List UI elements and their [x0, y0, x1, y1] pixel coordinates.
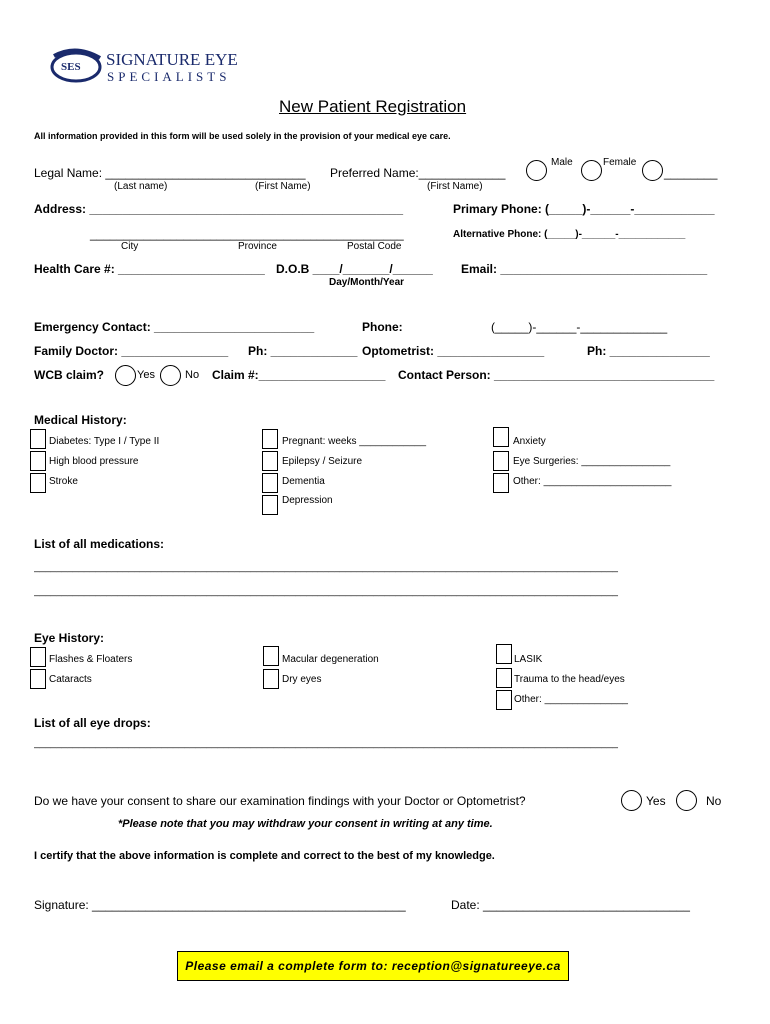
- male-radio[interactable]: [526, 160, 547, 181]
- logo-line2: SPECIALISTS: [107, 69, 231, 84]
- dry-eyes-label: Dry eyes: [282, 674, 322, 685]
- wcb-yes-label: Yes: [137, 369, 155, 381]
- lasik-checkbox[interactable]: [496, 644, 512, 664]
- eye-surgeries-label: Eye Surgeries: ________________: [513, 456, 671, 467]
- consent-note: *Please note that you may withdraw your consent in writing at any time.: [118, 818, 493, 830]
- medications-heading: List of all medications:: [34, 537, 165, 551]
- emergency-phone-field[interactable]: (_____)-______-_____________: [491, 320, 668, 334]
- legal-name-field[interactable]: Legal Name: ______________________________: [34, 166, 306, 180]
- macular-degeneration-label: Macular degeneration: [282, 654, 379, 665]
- email-banner: Please email a complete form to: reception@signatureeye.ca: [177, 951, 569, 981]
- address-line2-field[interactable]: _______________________________________________: [90, 227, 404, 241]
- other-gender-line[interactable]: ________: [664, 166, 718, 180]
- lasik-label: LASIK: [514, 654, 543, 665]
- eye-history-heading: Eye History:: [34, 631, 105, 645]
- claim-number-field[interactable]: Claim #:___________________: [212, 368, 386, 382]
- male-label: Male: [551, 157, 573, 168]
- signature-field[interactable]: Signature: _______________________________________________: [34, 898, 406, 912]
- wcb-no-radio[interactable]: [160, 365, 181, 386]
- trauma-checkbox[interactable]: [496, 668, 512, 688]
- primary-phone-field[interactable]: Primary Phone: (_____)-______-____________: [453, 202, 715, 216]
- contact-person-field[interactable]: Contact Person: _________________________________: [398, 368, 715, 382]
- eye-other-checkbox[interactable]: [496, 690, 512, 710]
- anxiety-checkbox[interactable]: [493, 427, 509, 447]
- medications-line-2[interactable]: _________________________________________________________________________________________________________: [34, 586, 618, 597]
- high-blood-pressure-checkbox[interactable]: [30, 451, 46, 471]
- alt-phone-field[interactable]: Alternative Phone: (_____)-______-____________: [453, 229, 686, 240]
- female-radio[interactable]: [581, 160, 602, 181]
- cataracts-checkbox[interactable]: [30, 669, 46, 689]
- preferred-first-name-caption: (First Name): [427, 181, 483, 192]
- high-blood-pressure-label: High blood pressure: [49, 456, 139, 467]
- certify-statement: I certify that the above information is complete and correct to the best of my knowledge.: [34, 850, 495, 862]
- cataracts-label: Cataracts: [49, 674, 92, 685]
- first-name-caption: (First Name): [255, 181, 311, 192]
- dob-field[interactable]: D.O.B ____/_______/______: [276, 262, 433, 276]
- epilepsy-label: Epilepsy / Seizure: [282, 456, 363, 467]
- preferred-name-field[interactable]: Preferred Name:_____________: [330, 166, 506, 180]
- trauma-label: Trauma to the head/eyes: [514, 674, 625, 685]
- eye-drops-line[interactable]: _________________________________________________________________________________________________________: [34, 738, 618, 749]
- family-doctor-field[interactable]: Family Doctor: ________________: [34, 344, 229, 358]
- intro-text: All information provided in this form will be used solely in the provision of your medical eye care.: [34, 131, 451, 141]
- pregnant-label: Pregnant: weeks ____________: [282, 436, 427, 447]
- dementia-label: Dementia: [282, 476, 325, 487]
- diabetes-checkbox[interactable]: [30, 429, 46, 449]
- female-label: Female: [603, 157, 637, 168]
- optometrist-field[interactable]: Optometrist: ________________: [362, 344, 545, 358]
- dementia-checkbox[interactable]: [262, 473, 278, 493]
- postal-code-caption: Postal Code: [347, 241, 402, 252]
- page-title: New Patient Registration: [279, 97, 467, 116]
- wcb-claim-label: WCB claim?: [34, 368, 105, 382]
- consent-question: Do we have your consent to share our examination findings with your Doctor or Optometrist?: [34, 794, 526, 808]
- stroke-checkbox[interactable]: [30, 473, 46, 493]
- diabetes-label: Diabetes: Type I / Type II: [49, 436, 160, 447]
- province-caption: Province: [238, 241, 277, 252]
- other-gender-radio[interactable]: [642, 160, 663, 181]
- medical-other-checkbox[interactable]: [493, 473, 509, 493]
- flashes-checkbox[interactable]: [30, 647, 46, 667]
- dob-caption: Day/Month/Year: [329, 277, 405, 288]
- health-care-field[interactable]: Health Care #: ______________________: [34, 262, 265, 276]
- wcb-no-label: No: [185, 369, 200, 381]
- last-name-caption: (Last name): [114, 181, 168, 192]
- medical-history-heading: Medical History:: [34, 413, 127, 427]
- email-field[interactable]: Email: _______________________________: [461, 262, 708, 276]
- medications-line-1[interactable]: _________________________________________________________________________________________________________: [34, 562, 618, 573]
- eye-surgeries-checkbox[interactable]: [493, 451, 509, 471]
- emergency-phone-label: Phone:: [362, 320, 403, 334]
- address-field[interactable]: Address: _______________________________________________: [34, 202, 404, 216]
- logo-line1: SIGNATURE EYE: [106, 50, 238, 69]
- family-doctor-phone-field[interactable]: Ph: _____________: [248, 344, 358, 358]
- macular-degeneration-checkbox[interactable]: [263, 646, 279, 666]
- consent-no-label: No: [706, 794, 722, 808]
- stroke-label: Stroke: [49, 476, 78, 487]
- eye-drops-heading: List of all eye drops:: [34, 716, 151, 730]
- emergency-contact-field[interactable]: Emergency Contact: ________________________: [34, 320, 315, 334]
- depression-checkbox[interactable]: [262, 495, 278, 515]
- anxiety-label: Anxiety: [513, 436, 546, 447]
- medical-other-label: Other: _______________________: [513, 476, 672, 487]
- date-field[interactable]: Date: _______________________________: [451, 898, 690, 912]
- epilepsy-checkbox[interactable]: [262, 451, 278, 471]
- consent-yes-radio[interactable]: [621, 790, 642, 811]
- consent-no-radio[interactable]: [676, 790, 697, 811]
- logo-abbr: SES: [61, 61, 81, 73]
- logo: [50, 46, 265, 88]
- eye-other-label: Other: _______________: [514, 694, 628, 705]
- flashes-label: Flashes & Floaters: [49, 654, 133, 665]
- dry-eyes-checkbox[interactable]: [263, 669, 279, 689]
- city-caption: City: [121, 241, 139, 252]
- depression-label: Depression: [282, 495, 333, 506]
- wcb-yes-radio[interactable]: [115, 365, 136, 386]
- consent-yes-label: Yes: [646, 794, 666, 808]
- optometrist-phone-field[interactable]: Ph: _______________: [587, 344, 710, 358]
- pregnant-checkbox[interactable]: [262, 429, 278, 449]
